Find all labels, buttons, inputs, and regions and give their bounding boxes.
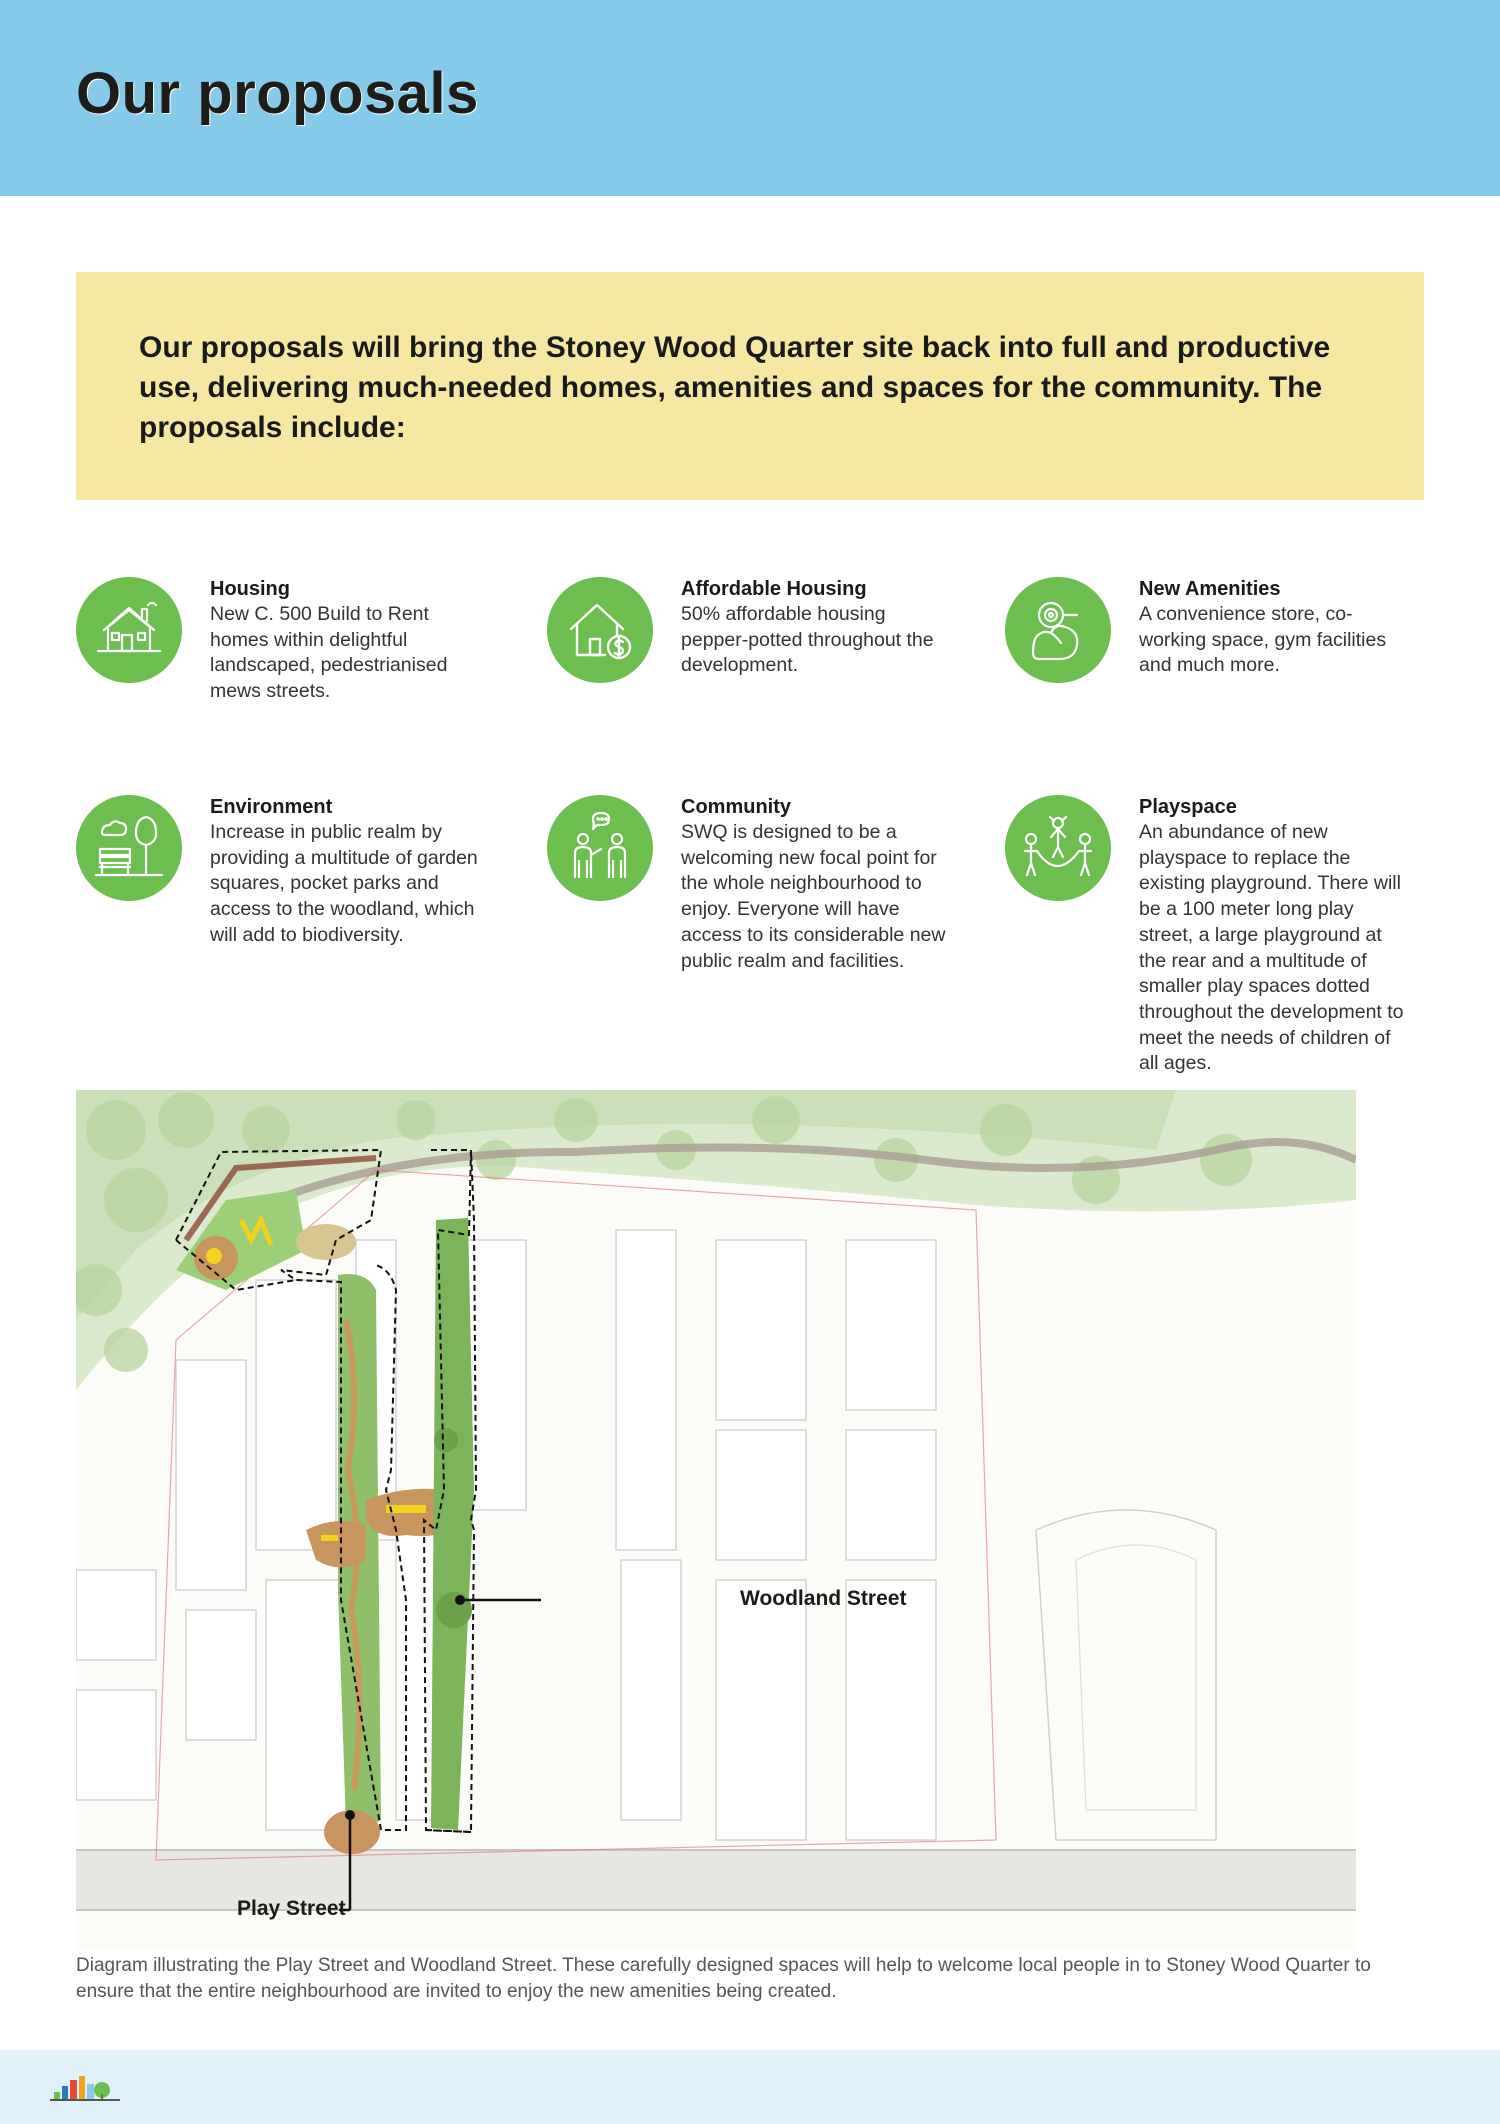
diagram-caption: Diagram illustrating the Play Street and Woodland Street. These carefully designed spaces will help to welcome local people in to Stoney Wood Quarter to ensure that the entire neighbourhood are invited to enjoy the new amenities being created. <box>76 1955 1371 2002</box>
children-play-icon <box>1005 795 1111 901</box>
people-talking-icon <box>547 795 653 901</box>
play-street-label: Play Street <box>237 1897 346 1920</box>
header-banner <box>0 0 1500 196</box>
feature-title: Community <box>681 796 791 818</box>
feature-title: Affordable Housing <box>681 578 867 600</box>
tree-bench-icon <box>76 795 182 901</box>
intro-box <box>76 272 1424 500</box>
feature-description: New C. 500 Build to Rent homes within delightful landscaped, pedestrianised mews streets. <box>210 603 448 703</box>
feature-title: New Amenities <box>1139 578 1281 600</box>
feature-description: An abundance of new playspace to replace the existing playground. There will be a 100 meter long play street, a large playground at the rear and a multitude of smaller play spaces dotted throughout the development to meet the needs of children of all ages. <box>1139 821 1404 1075</box>
feature-title: Environment <box>210 796 333 818</box>
site-plan-diagram <box>76 1090 1356 1950</box>
feature-title: Playspace <box>1139 796 1237 818</box>
gym-icon <box>1005 577 1111 683</box>
town-logo-icon <box>50 2070 120 2104</box>
feature-description: SWQ is designed to be a welcoming new focal point for the whole neighbourhood to enjoy. Everyone will have access to its considerable new public realm and facilities. <box>681 821 946 972</box>
feature-description: A convenience store, co-working space, gym facilities and much more. <box>1139 603 1387 677</box>
footer-bar <box>0 2050 1500 2124</box>
woodland-street-label: Woodland Street <box>740 1587 907 1610</box>
feature-title: Housing <box>210 578 290 600</box>
feature-description: Increase in public realm by providing a multitude of garden squares, pocket parks and access to the woodland, which will add to biodiversity. <box>210 821 478 946</box>
feature-description: 50% affordable housing pepper-potted throughout the development. <box>681 603 934 677</box>
house-dollar-icon <box>547 577 653 683</box>
intro-text: Our proposals will bring the Stoney Wood Quarter site back into full and productive use, delivering much-needed homes, amenities and spaces for the community. The proposals include: <box>139 331 1331 444</box>
page-title: Our proposals <box>76 61 479 126</box>
house-icon <box>76 577 182 683</box>
